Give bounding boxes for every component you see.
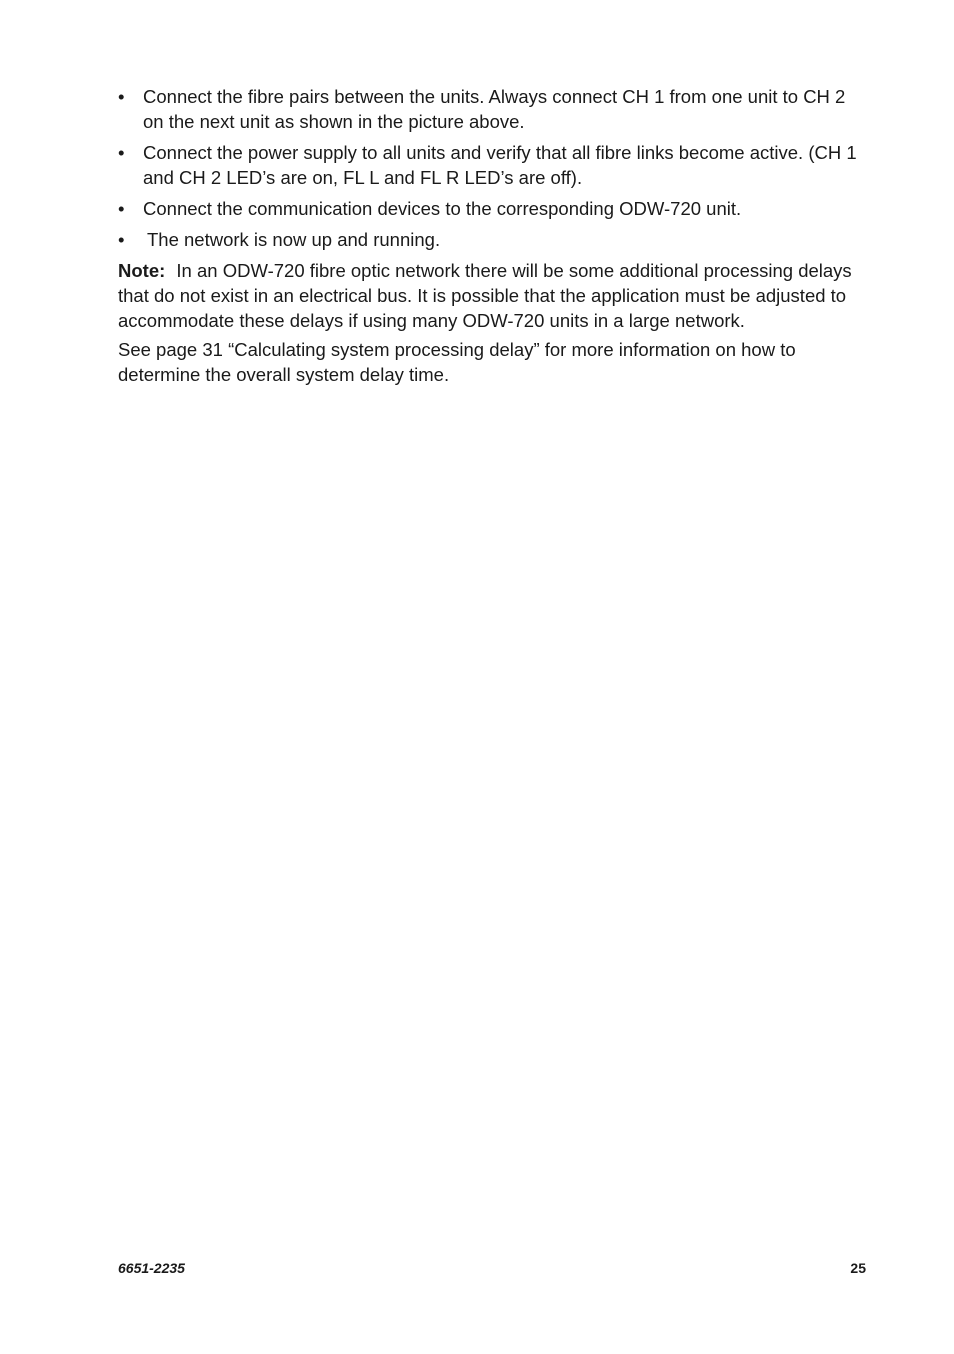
instruction-list [118, 84, 868, 252]
bullet-marker: • [118, 86, 125, 107]
document-number: 6651-2235 [118, 1260, 185, 1276]
list-item [118, 140, 868, 190]
note-label: Note: [118, 260, 166, 281]
bullet-marker: • [118, 198, 125, 219]
list-item [118, 84, 868, 134]
list-item [118, 196, 868, 221]
list-item-text: Connect the power supply to all units and verify that all fibre links become active. (CH 1 and CH 2 LED’s are on, FL L and FL R LED’s are off). [143, 142, 857, 188]
list-item-text: Connect the fibre pairs between the units. Always connect CH 1 from one unit to CH 2 on the next unit as shown in the picture above. [143, 86, 846, 132]
see-also-paragraph: See page 31 “Calculating system processing delay” for more information on how to determine the overall system delay time. [118, 339, 796, 385]
list-item-text: Connect the communication devices to the corresponding ODW-720 unit. [143, 198, 742, 219]
note-paragraph [118, 258, 868, 333]
note-text: In an ODW-720 fibre optic network there will be some additional processing delays that do not exist in an electrical bus. It is possible that the application must be adjusted to accommodate these delays if using many ODW-720 units in a large network. [118, 260, 852, 331]
bullet-marker: • [118, 142, 125, 163]
bullet-marker: • [118, 229, 125, 250]
page-content [118, 84, 868, 387]
page-number: 25 [850, 1260, 866, 1276]
list-item-text: The network is now up and running. [147, 229, 441, 250]
list-item [118, 227, 868, 252]
